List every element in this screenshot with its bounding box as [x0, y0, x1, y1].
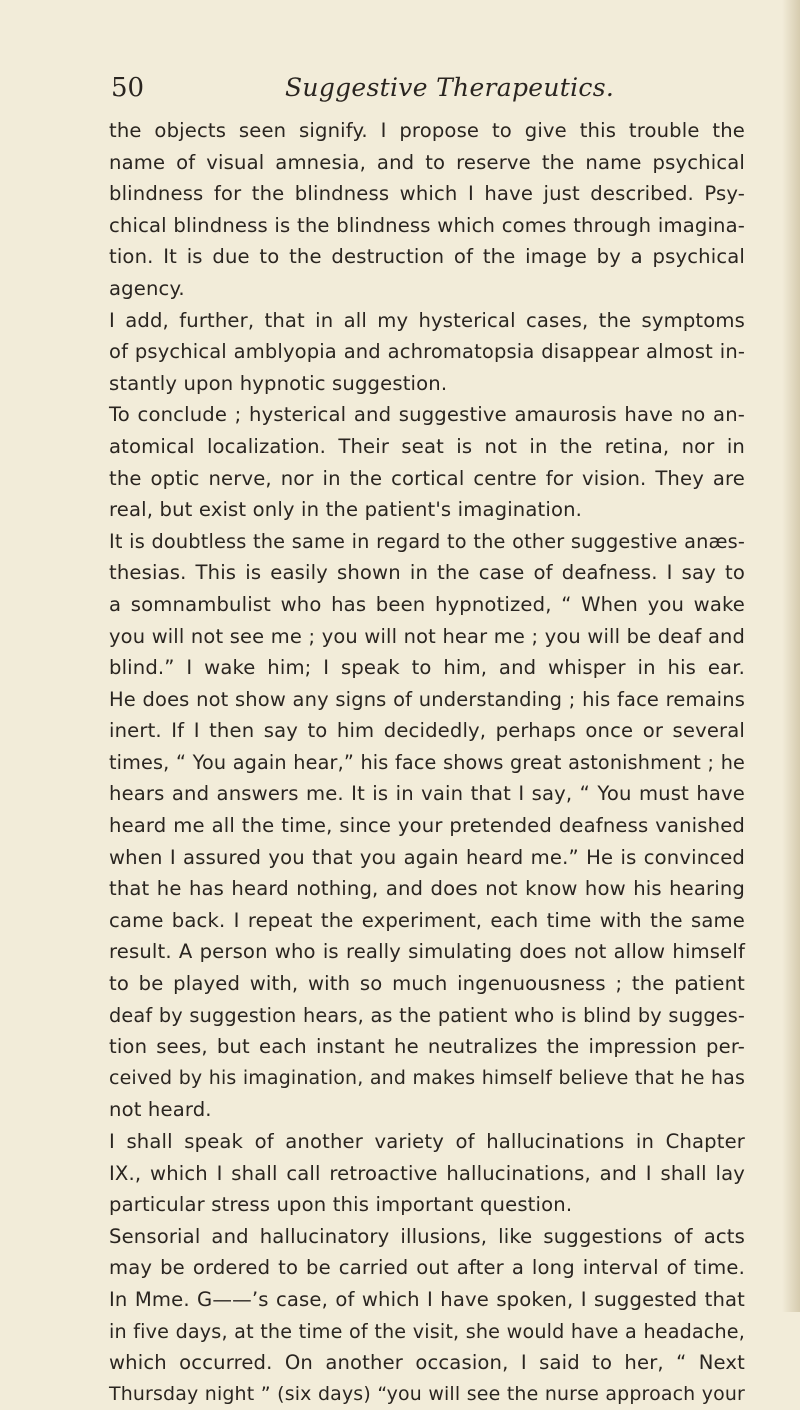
text-line: that he has heard nothing, and does not know how his hearing [109, 877, 745, 901]
text-line: ceived by his imagination, and makes himself believe that he has [109, 1066, 745, 1089]
text-line: to be played with, with so much ingenuousness ; the patient [109, 972, 745, 996]
text-line: real, but exist only in the patient's imagination. [109, 498, 583, 522]
text-line: name of visual amnesia, and to reserve the name psychical [109, 150, 745, 174]
text-line: To conclude ; hysterical and suggestive amaurosis have no an- [109, 403, 745, 427]
text-line: of psychical amblyopia and achromatopsia disappear almost in- [109, 340, 745, 364]
text-line: you will not see me ; you will not hear me ; you will be deaf and [109, 624, 745, 648]
text-line: I shall speak of another variety of hallucinations in Chapter [109, 1130, 745, 1153]
text-line: atomical localization. Their seat is not in the retina, nor in [109, 434, 745, 458]
text-line: particular stress upon this important question. [109, 1193, 573, 1217]
text-line: blindness for the blindness which I have just described. Psy- [109, 182, 745, 206]
text-line: deaf by suggestion hears, as the patient who is blind by sugges- [109, 1003, 745, 1027]
text-line: thesias. This is easily shown in the case of deafness. I say to [109, 561, 745, 585]
text-line: Thursday night ” (six days) “you will see the nurse approach your [109, 1382, 745, 1405]
text-line: the optic nerve, nor in the cortical centre for vision. They are [109, 466, 745, 490]
text-line: I add, further, that in all my hysterical cases, the symptoms [109, 308, 745, 332]
text-line: He does not show any signs of understanding ; his face remains [109, 687, 745, 711]
text-line: result. A person who is really simulating does not allow himself [109, 940, 745, 964]
body-text [109, 115, 745, 1410]
text-line: in five days, at the time of the visit, she would have a headache, [109, 1319, 745, 1343]
text-line: tion. It is due to the destruction of the image by a psychical [109, 245, 745, 269]
text-line: may be ordered to be carried out after a long interval of time. [109, 1256, 745, 1280]
text-line: agency. [109, 276, 185, 300]
text-line: Sensorial and hallucinatory illusions, like suggestions of acts [109, 1224, 745, 1248]
text-line: the objects seen signify. I propose to give this trouble the [109, 119, 745, 142]
page-edge-shadow [782, 0, 800, 1312]
text-line: In Mme. G——’s case, of which I have spoken, I suggested that [109, 1287, 745, 1311]
text-line: It is doubtless the same in regard to the other suggestive anæs- [109, 529, 745, 553]
text-line: IX., which I shall call retroactive hallucinations, and I shall lay [109, 1161, 745, 1185]
text-line: tion sees, but each instant he neutralizes the impression per- [109, 1035, 745, 1059]
page-header [111, 70, 751, 106]
text-line: blind.” I wake him; I speak to him, and whisper in his ear. [109, 656, 745, 680]
text-line: when I assured you that you again heard me.” He is convinced [109, 845, 745, 869]
text-line: came back. I repeat the experiment, each time with the same [109, 908, 745, 932]
text-line: inert. If I then say to him decidedly, perhaps once or several [109, 719, 745, 743]
page-number: 50 [111, 73, 145, 103]
text-line: chical blindness is the blindness which comes through imagina- [109, 213, 745, 237]
text-line: heard me all the time, since your pretended deafness vanished [109, 814, 745, 838]
text-line: times, “ You again hear,” his face shows great astonishment ; he [109, 750, 745, 774]
text-line: stantly upon hypnotic suggestion. [109, 371, 448, 395]
running-head: Suggestive Therapeutics. [285, 73, 615, 102]
text-line: a somnambulist who has been hypnotized, “ When you wake [109, 592, 745, 616]
text-line: not heard. [109, 1098, 212, 1122]
text-line: hears and answers me. It is in vain that I say, “ You must have [109, 782, 745, 806]
text-line: which occurred. On another occasion, I said to her, “ Next [109, 1351, 745, 1375]
